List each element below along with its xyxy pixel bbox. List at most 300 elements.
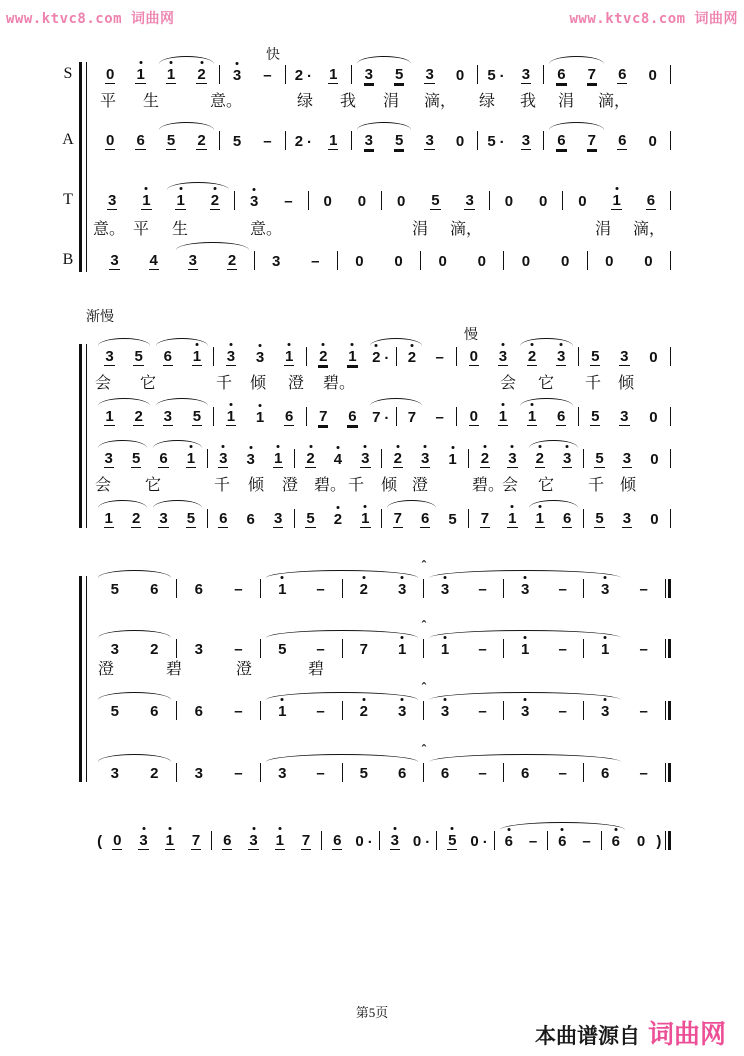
barline-mark (423, 763, 424, 782)
lyric-syllable: 绿 (297, 93, 314, 110)
note-digit: 3 (440, 704, 450, 720)
note-digit: 0 (113, 832, 122, 849)
note-cell (497, 830, 521, 850)
barline-mark (219, 131, 220, 150)
note-cell (423, 250, 462, 270)
note-cell (135, 578, 175, 598)
note-digit: 3 (600, 704, 610, 720)
note-digit: 0 (644, 253, 653, 270)
note-digit: – (234, 581, 243, 598)
note-cell (340, 250, 379, 270)
barline-mark (668, 579, 671, 598)
octave-dot-above (288, 343, 291, 346)
note-cell (367, 346, 394, 366)
note-digit: 2 (535, 451, 545, 468)
note-cell (526, 190, 560, 210)
barline (670, 346, 671, 366)
note-digit: 6 (136, 132, 145, 149)
note-cell (263, 762, 301, 782)
note-cell (311, 190, 345, 210)
note-token (447, 452, 457, 468)
note-token (246, 452, 256, 468)
barline-mark (468, 509, 469, 528)
note-digit: 0 (357, 193, 367, 210)
note-token (435, 410, 445, 426)
barline (670, 130, 671, 150)
barline-mark (456, 347, 457, 366)
note-cell (383, 578, 421, 598)
note-cell (383, 638, 421, 658)
note-digit: 2 (359, 704, 369, 720)
slur-group (150, 508, 205, 528)
octave-dot-above (351, 343, 354, 346)
note-cell (411, 448, 438, 468)
barline-mark (176, 579, 177, 598)
double-bar (665, 639, 671, 658)
note-digit: – (234, 703, 243, 720)
note-cell (345, 578, 383, 598)
note-token (639, 766, 649, 782)
note-cell (354, 130, 384, 150)
note-token (333, 452, 343, 468)
note-token (196, 67, 206, 84)
note-token (175, 193, 185, 210)
note-digit: 6 (646, 192, 656, 209)
note-token (194, 582, 204, 598)
barline (503, 250, 504, 270)
note-token (527, 409, 537, 426)
note-token (305, 511, 315, 528)
note-cell (459, 406, 488, 426)
slur-group (546, 64, 607, 84)
note-token (273, 511, 283, 528)
lyric-syllable: 它 (140, 375, 157, 392)
note-digit: 5 (595, 450, 604, 467)
note-token (557, 704, 567, 720)
slur-group (153, 346, 211, 366)
note-token (393, 451, 403, 468)
note-cell (586, 700, 624, 720)
note-cell (610, 406, 639, 426)
note-token (233, 704, 243, 720)
octave-dot-above (278, 827, 281, 830)
barline-mark (342, 763, 343, 782)
note-cell (581, 406, 610, 426)
note-cell (301, 700, 339, 720)
note-digit: 3 (498, 349, 508, 366)
octave-dot-above (309, 445, 312, 448)
octave-dot-above (444, 576, 447, 579)
note-digit: 6 (556, 408, 566, 425)
barline-mark (547, 831, 548, 850)
lyric-syllable: 碧。 (314, 477, 347, 494)
note-token (639, 704, 649, 720)
note-digit: 6 (194, 703, 204, 720)
fermata-icon: ˆ (421, 558, 426, 573)
barline-mark (213, 407, 214, 426)
barline-mark (583, 509, 584, 528)
lyric-syllable: 倾 (381, 477, 398, 494)
note-cell (544, 762, 582, 782)
note-cell (383, 700, 421, 720)
system-bracket (79, 576, 87, 782)
lyric-syllable: 生 (172, 221, 189, 238)
note-cell (426, 762, 464, 782)
note-token (587, 67, 597, 84)
final-double-barline (665, 830, 671, 850)
note-cell (577, 130, 607, 150)
barline (421, 680, 426, 720)
barline-mark (306, 407, 307, 426)
octave-dot-above (322, 343, 325, 346)
note-cell (488, 346, 517, 366)
barline-mark (176, 763, 177, 782)
barline (176, 578, 177, 598)
barline-mark (468, 449, 469, 468)
note-digit: 0 (504, 193, 514, 210)
note-digit: 5 (359, 765, 369, 782)
octave-dot-above (615, 187, 618, 190)
note-digit: 3 (521, 132, 531, 149)
lyric-syllable: 千 (585, 375, 602, 392)
note-digit: 1 (535, 511, 545, 528)
octave-dot-above (501, 343, 504, 346)
note-token (226, 349, 236, 366)
barline-mark (665, 763, 666, 782)
barline-mark (294, 509, 295, 528)
note-cell (586, 762, 624, 782)
barline-mark (670, 251, 671, 270)
final-double-barline (665, 578, 671, 598)
note-digit: 2 (305, 451, 315, 468)
barline-mark (207, 509, 208, 528)
note-token (315, 582, 325, 598)
note-digit: 0 (412, 833, 422, 850)
barline (420, 250, 421, 270)
note-token (520, 642, 530, 658)
lyric-syllable: 涓 (412, 221, 429, 238)
final-double-barline (665, 700, 671, 720)
note-digit: 5 (595, 510, 604, 527)
note-digit: 3 (105, 348, 114, 365)
note-digit: 3 (110, 765, 119, 782)
note-cell (453, 190, 487, 210)
note-token (364, 67, 374, 84)
note-digit: 6 (194, 581, 204, 598)
note-digit: – (528, 833, 538, 850)
note-token (397, 704, 407, 720)
note-token (104, 409, 114, 426)
note-token (249, 194, 259, 210)
note-token (594, 511, 604, 528)
note-digit: – (234, 641, 243, 658)
barline (578, 346, 579, 366)
note-token (639, 582, 649, 598)
note-digit: 2 (150, 765, 159, 782)
note-cell (301, 578, 339, 598)
note-token (232, 68, 242, 84)
note-digit: 1 (104, 510, 113, 527)
octave-dot-above (451, 446, 454, 449)
octave-dot-above (451, 827, 454, 830)
barline-mark (583, 639, 584, 658)
note-token (110, 766, 120, 782)
voice-label: T (63, 191, 73, 208)
note-digit: 6 (557, 66, 566, 83)
barline (254, 250, 255, 270)
note-token (397, 766, 407, 782)
barline-mark (601, 831, 602, 850)
note-cell (607, 130, 637, 150)
note-cell (613, 508, 640, 528)
note-token (322, 194, 332, 210)
slur-group (526, 448, 581, 468)
barline (396, 346, 397, 366)
note-token (469, 834, 487, 850)
note-cell (345, 700, 383, 720)
note-token (556, 349, 566, 366)
note-cell (95, 406, 124, 426)
octave-dot-above (249, 446, 252, 449)
barline-mark (381, 449, 382, 468)
augmentation-dot: · (499, 134, 505, 151)
octave-dot-above (362, 576, 365, 579)
note-cell (324, 448, 351, 468)
barline-mark (342, 701, 343, 720)
note-token (105, 133, 115, 150)
note-digit: 5 (395, 66, 404, 83)
lyric-syllable: 澄 (236, 661, 253, 678)
note-token (284, 349, 294, 366)
note-token (604, 254, 614, 270)
note-token (397, 582, 407, 598)
note-digit: 1 (527, 409, 537, 426)
note-cell (95, 250, 134, 270)
note-digit: 1 (600, 642, 610, 658)
note-token (186, 451, 196, 468)
note-token (141, 193, 151, 210)
barline (670, 250, 671, 270)
note-cell (634, 190, 668, 210)
note-cell (352, 508, 379, 528)
barline-mark (342, 579, 343, 598)
octave-dot-above (604, 576, 607, 579)
paren-cell (95, 830, 104, 850)
note-cell (465, 830, 491, 850)
barline (543, 64, 544, 84)
note-token (477, 254, 487, 270)
note-token (407, 410, 417, 426)
note-digit: 1 (520, 642, 530, 658)
note-cell (628, 830, 654, 850)
note-token (277, 582, 287, 598)
barline (468, 448, 469, 468)
note-cell (219, 578, 259, 598)
note-cell (210, 508, 237, 528)
note-digit: 1 (329, 66, 338, 83)
note-token (556, 409, 566, 426)
note-cell (237, 190, 271, 210)
note-digit: 0 (394, 253, 403, 270)
lyric-syllable: 千 (588, 477, 605, 494)
note-cell (506, 762, 544, 782)
note-cell (186, 64, 216, 84)
barline (207, 508, 208, 528)
note-token (194, 704, 204, 720)
note-cell (517, 346, 546, 366)
note-digit: 5 (134, 348, 143, 365)
note-digit: 0 (649, 349, 658, 366)
slur-group (517, 406, 575, 426)
barline-mark (260, 579, 261, 598)
note-digit: – (639, 641, 648, 658)
note-token (294, 134, 312, 150)
note-digit: 4 (333, 452, 343, 468)
note-digit: 6 (504, 834, 514, 850)
note-cell (414, 130, 444, 150)
barline-mark (260, 639, 261, 658)
note-digit: 6 (163, 348, 172, 365)
note-token (135, 67, 145, 84)
note-cell (296, 250, 335, 270)
note-digit: 6 (618, 66, 627, 83)
note-cell (275, 406, 304, 426)
barline-mark (670, 449, 671, 468)
note-token (557, 582, 567, 598)
note-digit: 6 (420, 510, 430, 527)
barline-mark (211, 831, 212, 850)
barline (670, 406, 671, 426)
note-token (149, 766, 159, 782)
note-digit: – (316, 765, 325, 782)
note-digit: 0 (649, 409, 658, 426)
note-token (560, 254, 570, 270)
note-token (424, 67, 434, 84)
note-digit: 1 (440, 642, 450, 658)
note-digit: 0 (605, 253, 614, 270)
note-token (477, 766, 487, 782)
note-token (347, 409, 357, 426)
note-cell (499, 448, 526, 468)
barline (456, 406, 457, 426)
barline-mark (587, 251, 588, 270)
note-digit: – (284, 193, 293, 210)
slur-group (263, 578, 421, 598)
fermata-icon: ˆ (421, 680, 426, 695)
note-cell (550, 830, 574, 850)
note-token (594, 451, 604, 468)
note-token (158, 511, 168, 528)
slur-group (263, 700, 421, 720)
note-digit: 0 (650, 511, 659, 528)
note-cell (352, 448, 379, 468)
note-token (277, 642, 287, 658)
barline (260, 638, 261, 658)
note-token (360, 451, 370, 468)
barline (381, 448, 382, 468)
note-token (622, 451, 632, 468)
lyric-syllable: 会 (95, 375, 112, 392)
octave-dot-above (401, 576, 404, 579)
note-token (577, 194, 587, 210)
note-cell (408, 830, 434, 850)
slur-group (95, 762, 174, 782)
barline-mark (379, 831, 380, 850)
octave-dot-above (524, 698, 527, 701)
note-cell (639, 346, 668, 366)
note-digit: 0 (438, 253, 447, 270)
music-line (95, 558, 673, 598)
note-token (477, 704, 487, 720)
note-digit: 7 (587, 66, 596, 83)
note-token (149, 253, 159, 270)
note-token (438, 254, 448, 270)
barline (379, 830, 380, 850)
note-token (477, 582, 487, 598)
note-token (133, 349, 143, 366)
slur-group (546, 130, 607, 150)
barline-mark (503, 639, 504, 658)
note-cell (399, 406, 426, 426)
octave-dot-above (538, 505, 541, 508)
note-cell (219, 762, 259, 782)
close-paren: ) (656, 833, 662, 850)
note-digit: 2 (210, 193, 220, 210)
octave-dot-above (145, 187, 148, 190)
source-site-link[interactable]: 词曲网 (647, 1020, 726, 1049)
note-digit: 0 (469, 348, 478, 365)
lyric-syllable: 倾 (250, 375, 267, 392)
octave-dot-above (200, 61, 203, 64)
barline-mark (351, 131, 352, 150)
note-cell (222, 64, 252, 84)
note-digit: 3 (107, 192, 117, 209)
octave-dot-above (364, 445, 367, 448)
note-digit: 0 (469, 408, 478, 425)
note-digit: 0 (355, 253, 364, 270)
note-cell (506, 638, 544, 658)
note-digit: 3 (622, 450, 632, 467)
lyric-syllable: 会 (95, 477, 112, 494)
note-digit: 7 (407, 409, 417, 426)
note-token (527, 349, 537, 366)
note-digit: – (478, 581, 487, 598)
note-token (104, 349, 114, 366)
note-digit: 5 (448, 511, 457, 528)
slur-group (367, 346, 425, 366)
note-token (507, 451, 517, 468)
note-token (194, 766, 204, 782)
note-digit: – (478, 765, 487, 782)
note-digit: 5 (278, 641, 287, 658)
note-cell (624, 762, 664, 782)
note-cell (425, 346, 454, 366)
note-digit: 7 (372, 409, 381, 426)
slur-group (95, 578, 174, 598)
note-cell (546, 64, 576, 84)
note-cell (586, 448, 613, 468)
note-token (273, 451, 283, 468)
note-digit: 0 (578, 193, 587, 210)
note-digit: – (311, 253, 320, 270)
note-cell (263, 700, 301, 720)
note-token (464, 193, 474, 210)
note-digit: 0 (477, 253, 486, 270)
note-token (232, 134, 242, 150)
note-token (194, 642, 204, 658)
lyric-syllable: 澄 (288, 375, 305, 392)
barline (260, 700, 261, 720)
